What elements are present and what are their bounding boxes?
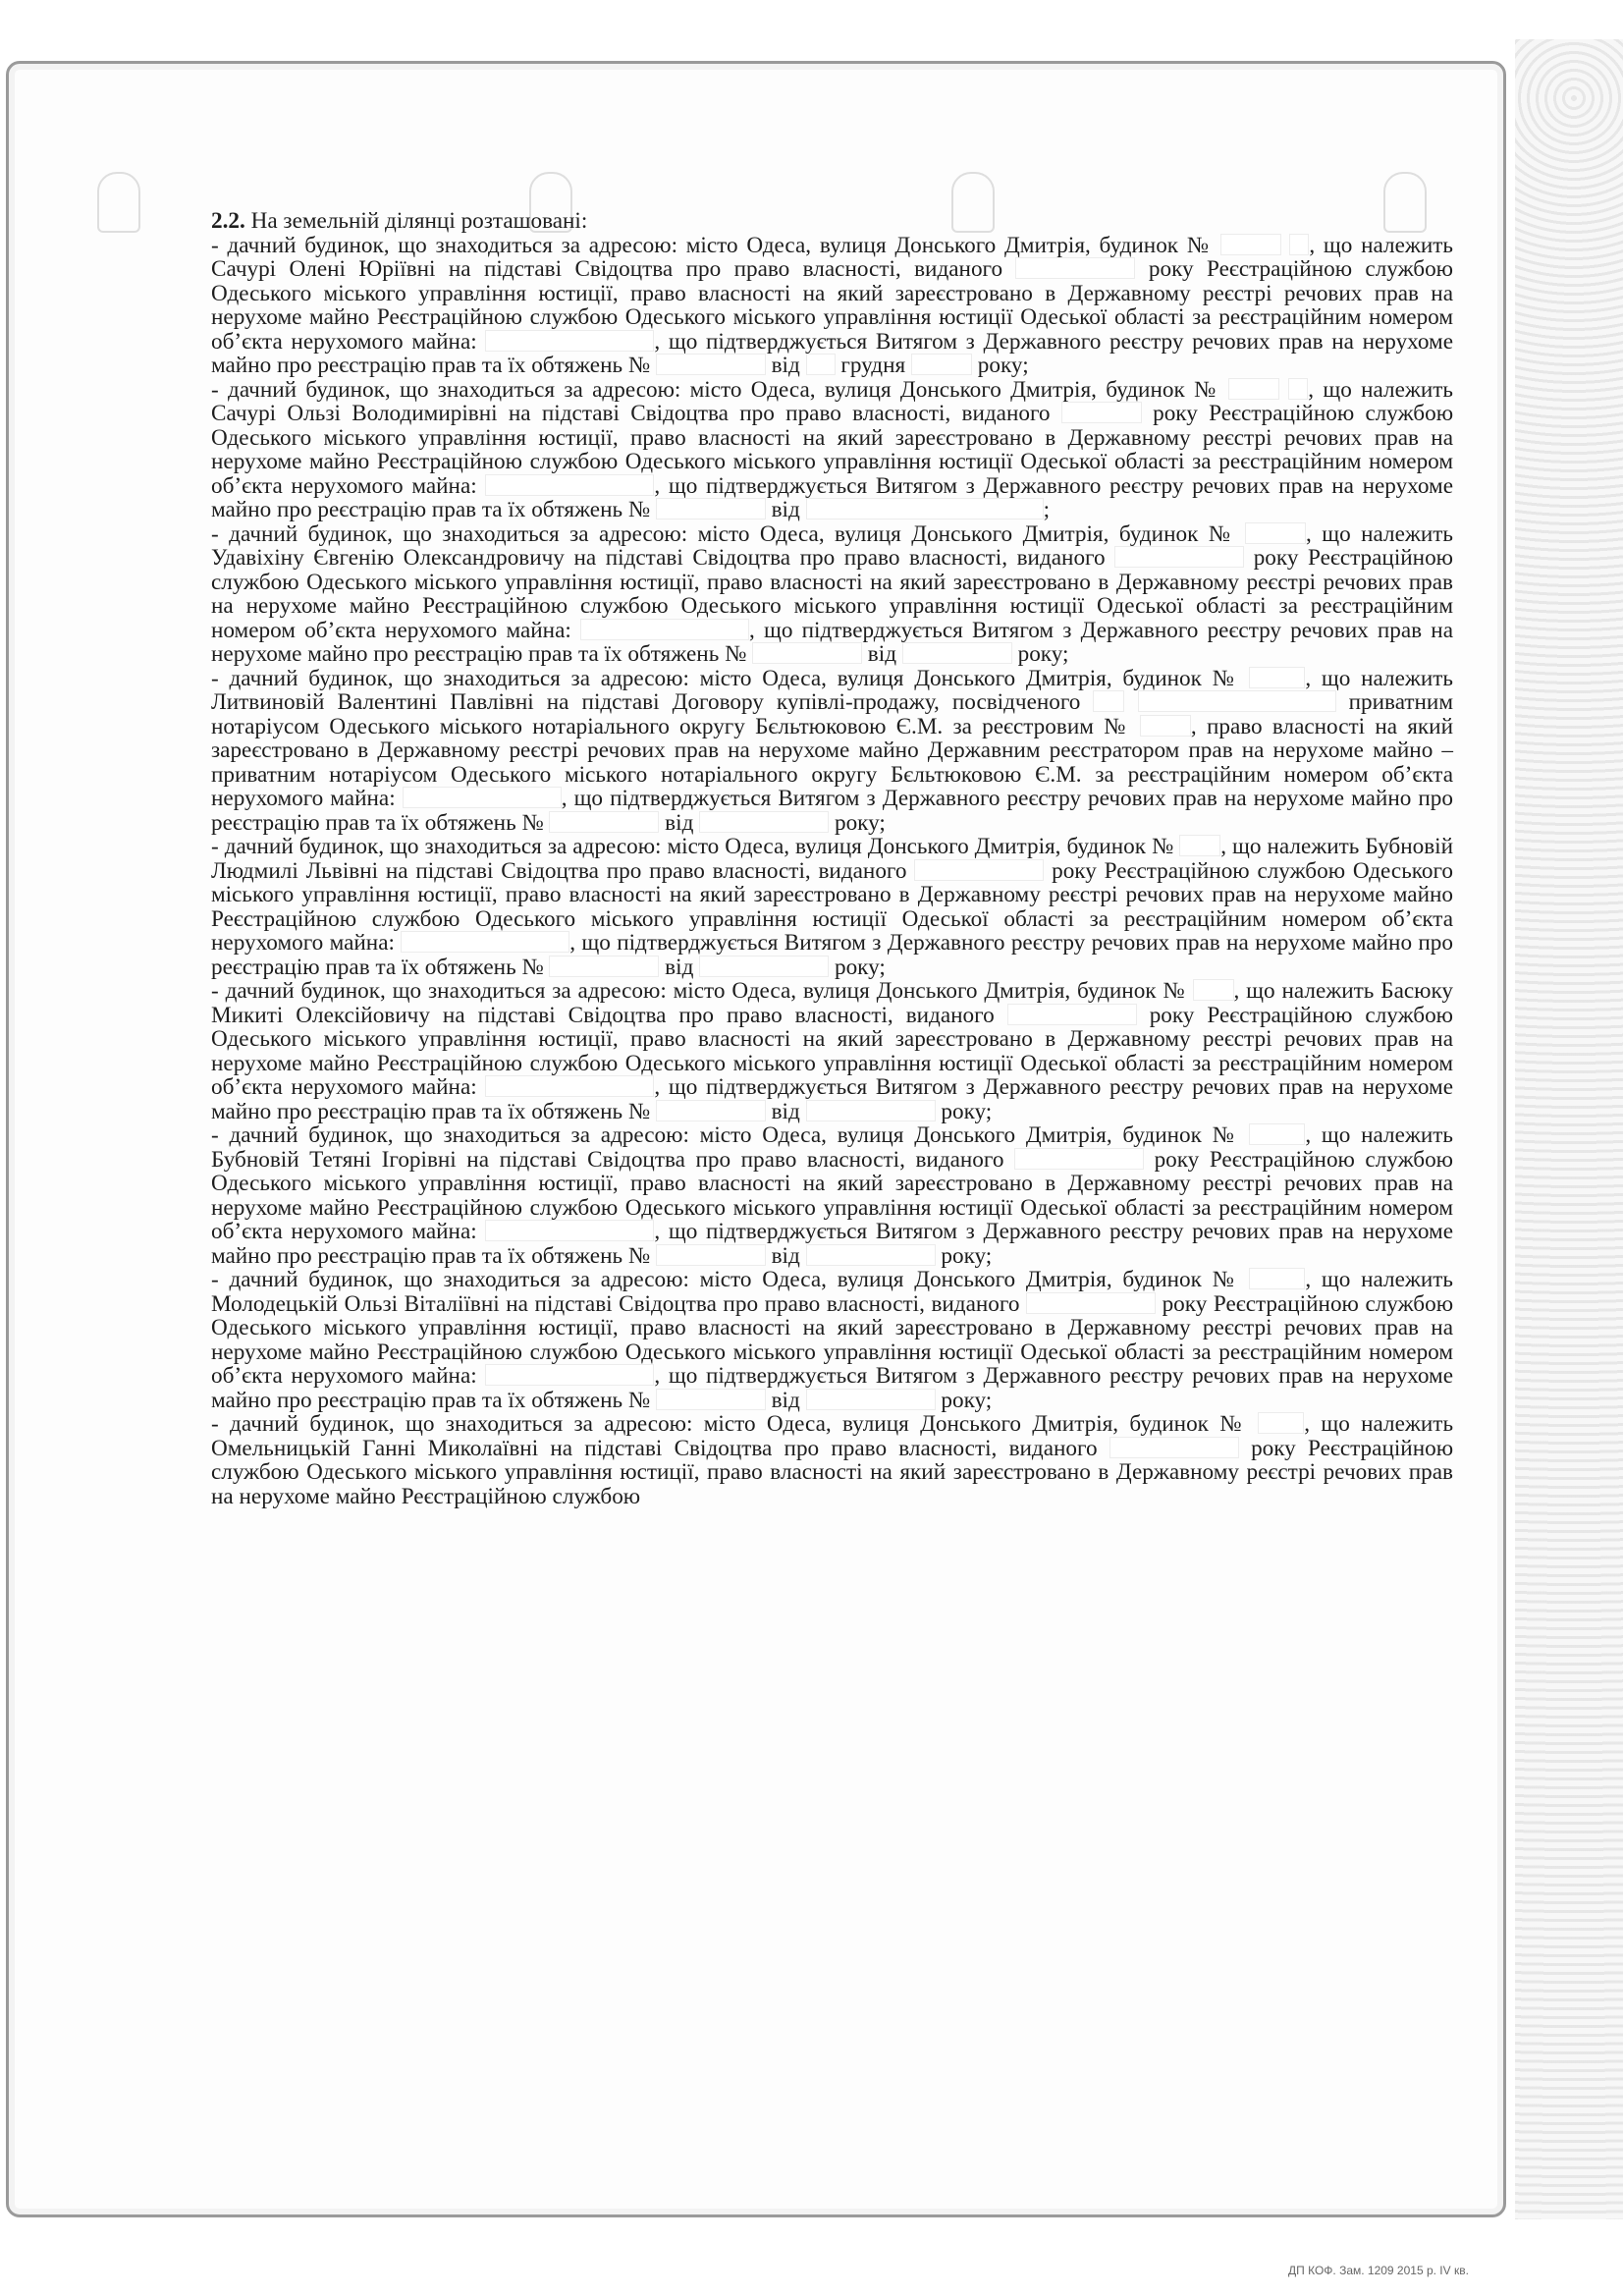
text-run: - дачний будинок, що знаходиться за адресою: місто Одеса, вулиця Донського Дмитрія, будинок № [211, 978, 1186, 1004]
redacted-field [902, 642, 1012, 664]
text-run: року; [941, 1098, 993, 1124]
text-run: грудня [840, 353, 906, 378]
text-run: , що підтверджується Витягом з Державного реєстру речових прав на нерухоме майно про реєстрацію прав та їх обтяжень № [211, 930, 1453, 980]
redacted-field [911, 354, 972, 375]
text-run: року Реєстраційною службою Одеського міського управління юстиції, право власності на який зареєстровано в Державному реєстрі речових прав на нерухоме майно Реєстраційною службою Одеського міського управління юстиції Одеської області за реєстраційним номером об’єкта нерухомого майна: [211, 545, 1453, 643]
redacted-field [752, 642, 862, 664]
text-run: року; [834, 809, 886, 836]
redacted-field [1220, 234, 1281, 255]
redacted-field [485, 1220, 654, 1241]
redacted-field [485, 330, 654, 352]
text-run: року Реєстраційною службою Одеського міського управління юстиції, право власності на який зареєстровано в Державному реєстрі речових прав на нерухоме майно Реєстраційною службою Одеського міського управління юстиції Одеської області за реєстраційним номером об’єкта нерухомого майна: [211, 1002, 1453, 1100]
text-run: ; [1043, 497, 1051, 522]
paragraph-4 [211, 667, 1453, 836]
redacted-field [485, 1075, 654, 1097]
redacted-field [656, 1244, 766, 1266]
redacted-field [806, 1389, 936, 1410]
text-run: від [665, 809, 694, 836]
text-run: року; [977, 353, 1029, 378]
text-run: від [771, 1242, 800, 1269]
trident-watermark-icon [97, 172, 140, 233]
text-run: року Реєстраційною службою Одеського міського управління юстиції, право власності на який зареєстровано в Державному реєстрі речових прав на нерухоме майно Реєстраційною службою Одеського міського управління юстиції Одеської області за реєстраційним номером об’єкта нерухомого майна: [211, 256, 1454, 355]
text-run: року; [941, 1387, 993, 1413]
section-heading [211, 209, 1453, 234]
redacted-field [1179, 835, 1220, 856]
redacted-field [806, 1244, 936, 1266]
text-run: року Реєстраційною службою Одеського міського управління юстиції, право власності на який зареєстровано в Державному реєстрі речових прав на нерухоме майно Реєстраційною службою Одеського міського управління юстиції Одеської області за реєстраційним номером об’єкта нерухомого майна: [211, 857, 1454, 956]
paragraph-1 [211, 234, 1453, 378]
redacted-field [1093, 690, 1124, 712]
redacted-field [1245, 522, 1306, 544]
text-run: від [771, 497, 800, 522]
redacted-field [1249, 1123, 1305, 1145]
text-run: , що підтверджується Витягом з Державного реєстру речових прав на нерухоме майно про реєстрацію прав та їх обтяжень № [211, 328, 1453, 378]
redacted-field [806, 1100, 936, 1121]
text-run: від [771, 1387, 800, 1413]
redacted-field [401, 931, 569, 953]
redacted-field [806, 498, 1044, 519]
paragraph-8 [211, 1268, 1453, 1412]
redacted-field [656, 1389, 766, 1410]
text-run: , що підтверджується Витягом з Державного реєстру речових прав на нерухоме майно про реєстрацію прав та їх обтяжень № [211, 1074, 1453, 1124]
text-run: , що належить Бубновій Людмилі Львівні на підставі Свідоцтва про право власності, виданого [211, 834, 1453, 884]
paragraph-5 [211, 835, 1453, 979]
text-run: , що належить Сачурі Олені Юріївні на підставі Свідоцтва про право власності, виданого [211, 232, 1454, 282]
redacted-field [1193, 979, 1234, 1001]
text-run: , що належить Бубновій Тетяні Ігорівні на підставі Свідоцтва про право власності, виданого [211, 1122, 1454, 1173]
redacted-field [656, 1100, 766, 1121]
redacted-field [485, 474, 654, 496]
text-run: , що підтверджується Витягом з Державного реєстру речових прав на нерухоме майно про реєстрацію прав та їх обтяжень № [211, 617, 1453, 667]
paragraph-7 [211, 1123, 1453, 1268]
text-run: - дачний будинок, що знаходиться за адресою: місто Одеса, вулиця Донського Дмитрія, будинок № [211, 665, 1239, 691]
text-run: року Реєстраційною службою Одеського міського управління юстиції, право власності на який зареєстровано в Державному реєстрі речових прав на нерухоме майно Реєстраційною службою Одеського міського управління юстиції Одеської області за реєстраційним номером об’єкта нерухомого майна: [211, 401, 1454, 499]
redacted-field [1015, 257, 1135, 279]
section-number: 2.2. [211, 208, 245, 234]
redacted-field [914, 859, 1044, 881]
paragraph-9 [211, 1412, 1453, 1508]
text-run: , що належить Литвиновій Валентині Павлівні на підставі Договору купівлі-продажу, посвідченого [211, 665, 1454, 715]
text-run: року; [834, 954, 886, 980]
text-run: , що підтверджується Витягом з Державного реєстру речових прав на нерухоме майно про реєстрацію прав та їх обтяжень № [211, 472, 1453, 522]
text-run: - дачний будинок, що знаходиться за адресою: місто Одеса, вулиця Донського Дмитрія, будинок № [211, 1267, 1239, 1292]
redacted-field [580, 619, 749, 640]
text-run: , що належить Удавіхіну Євгенію Олександровичу на підставі Свідоцтва про право власності, виданого [211, 520, 1453, 571]
text-run: - дачний будинок, що знаходиться за адресою: місто Одеса, вулиця Донського Дмитрія, будинок № [211, 232, 1212, 258]
text-run: , що підтверджується Витягом з Державного реєстру речових прав на нерухоме майно про реєстрацію прав та їх обтяжень № [211, 1363, 1453, 1413]
text-run: - дачний будинок, що знаходиться за адресою: місто Одеса, вулиця Донського Дмитрія, будинок № [211, 1122, 1239, 1148]
redacted-field [1114, 546, 1244, 568]
redacted-field [656, 498, 766, 519]
text-run: року Реєстраційною службою Одеського міського управління юстиції, право власності на який зареєстровано в Державному реєстрі речових прав на нерухоме майно Реєстраційною службою Одеського міського управління юстиції Одеської області за реєстраційним номером об’єкта нерухомого майна: [211, 1290, 1454, 1389]
text-run: від [665, 954, 694, 980]
text-run: від [867, 641, 896, 667]
text-run: приватним нотаріусом Одеського міського нотаріального округу Бєльтюковою Є.М. за реєстровим № [211, 689, 1454, 739]
redacted-field [1228, 378, 1279, 400]
text-run: , що належить Омельницькій Ганні Миколаївні на підставі Свідоцтва про право власності, виданого [211, 1411, 1454, 1461]
text-run: - дачний будинок, що знаходиться за адресою: місто Одеса, вулиця Донського Дмитрія, будинок № [211, 520, 1235, 547]
redacted-field [1140, 715, 1191, 737]
redacted-field [1061, 402, 1142, 423]
redacted-field [1288, 378, 1308, 400]
text-run: - дачний будинок, що знаходиться за адресою: місто Одеса, вулиця Донського Дмитрія, будинок № [211, 376, 1219, 403]
redacted-field [806, 354, 836, 375]
redacted-field [1289, 234, 1309, 255]
redacted-field [403, 787, 562, 808]
text-run: року; [941, 1242, 993, 1269]
text-run: , що належить Сачурі Ользі Володимирівні на підставі Свідоцтва про право власності, виданого [211, 376, 1453, 426]
text-run: року; [1017, 641, 1069, 667]
redacted-field [1249, 667, 1305, 688]
redacted-field [1109, 1437, 1239, 1458]
text-run: На земельній ділянці розташовані: [244, 208, 588, 234]
text-run: року Реєстраційною службою Одеського міського управління юстиції, право власності на який зареєстровано в Державному реєстрі речових прав на нерухоме майно Реєстраційною службою Одеського міського управління юстиції Одеської області за реєстраційним номером об’єкта нерухомого майна: [211, 1146, 1453, 1244]
redacted-field [656, 354, 766, 375]
redacted-field [1249, 1268, 1305, 1289]
text-run: , що належить Басюку Микиті Олексійовичу на підставі Свідоцтва про право власності, виданого [211, 978, 1454, 1028]
text-run: - дачний будинок, що знаходиться за адресою: місто Одеса, вулиця Донського Дмитрія, будинок № [211, 834, 1174, 859]
document-body [211, 209, 1453, 1508]
print-footer: ДП КОФ. Зам. 1209 2015 р. IV кв. [1288, 2264, 1469, 2277]
paragraph-6 [211, 979, 1453, 1123]
redacted-field [549, 956, 659, 977]
text-run: - дачний будинок, що знаходиться за адресою: місто Одеса, вулиця Донського Дмитрія, будинок № [211, 1411, 1247, 1437]
text-run: від [771, 353, 800, 378]
text-run: року Реєстраційною службою Одеського міського управління юстиції, право власності на який зареєстровано в Державному реєстрі речових прав на нерухоме майно Реєстраційною службою [211, 1435, 1454, 1509]
redacted-field [1014, 1148, 1144, 1170]
redacted-field [1007, 1004, 1137, 1025]
text-run: , що належить Молодецькій Ользі Віталіївні на підставі Свідоцтва про право власності, виданого [211, 1267, 1454, 1317]
redacted-field [1258, 1412, 1304, 1434]
redacted-field [485, 1364, 654, 1386]
redacted-field [1138, 690, 1336, 712]
redacted-field [699, 956, 829, 977]
redacted-field [699, 811, 829, 833]
decorative-border-ornament [1515, 39, 1623, 2219]
text-run: , що підтверджується Витягом з Державного реєстру речових прав на нерухоме майно про реєстрацію прав та їх обтяжень № [211, 786, 1453, 836]
redacted-field [1026, 1292, 1156, 1314]
paragraph-3 [211, 522, 1453, 667]
text-run: від [771, 1098, 800, 1124]
text-run: , що підтверджується Витягом з Державного реєстру речових прав на нерухоме майно про реєстрацію прав та їх обтяжень № [211, 1219, 1453, 1269]
paragraph-2 [211, 378, 1453, 522]
redacted-field [549, 811, 659, 833]
text-run: , право власності на який зареєстровано в Державному реєстрі речових прав на нерухоме майно Державним реєстратором прав на нерухоме майно – приватним нотаріусом Одеського міського нотаріального округу Бєльтюковою Є.М. за реєстраційним номером об’єкта нерухомого майна: [211, 713, 1453, 811]
